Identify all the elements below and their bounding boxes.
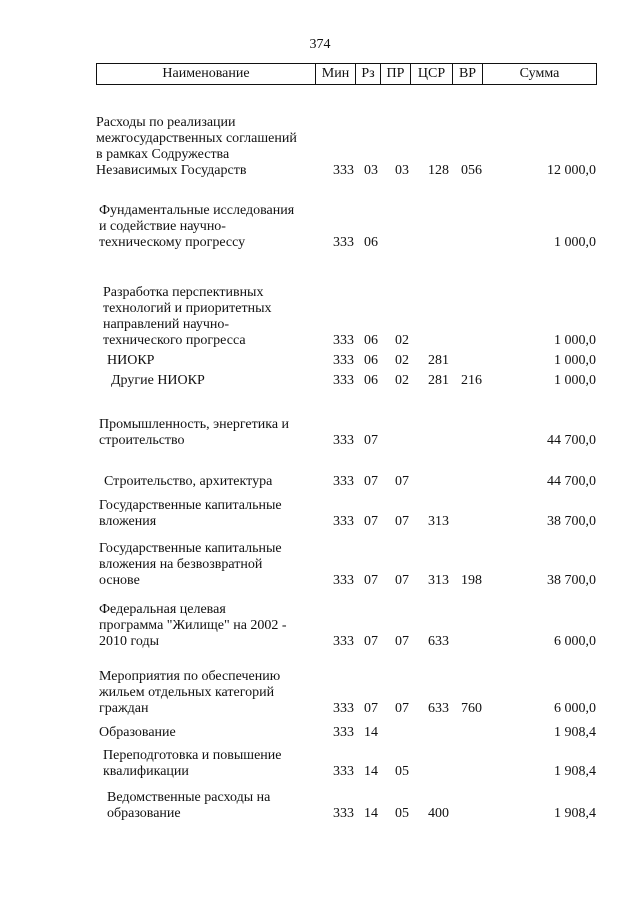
row-pr: 02	[395, 373, 409, 388]
row-sum: 6 000,0	[554, 634, 596, 649]
row-sum: 1 908,4	[554, 725, 596, 740]
row-sum: 1 000,0	[554, 235, 596, 250]
row-rz: 07	[364, 474, 378, 489]
row-rz: 14	[364, 806, 378, 821]
row-min: 333	[333, 433, 354, 448]
row-rz: 14	[364, 764, 378, 779]
row-sum: 6 000,0	[554, 701, 596, 716]
row-csr: 313	[428, 573, 449, 588]
row-csr: 281	[428, 353, 449, 368]
row-rz: 07	[364, 701, 378, 716]
row-min: 333	[333, 806, 354, 821]
row-sum: 44 700,0	[547, 433, 596, 448]
row-pr: 07	[395, 514, 409, 529]
row-vr: 056	[461, 163, 482, 178]
header-csr: ЦСР	[410, 64, 452, 84]
row-rz: 06	[364, 373, 378, 388]
header-rz: Рз	[355, 64, 380, 84]
row-pr: 05	[395, 806, 409, 821]
row-name: Другие НИОКР	[111, 373, 205, 388]
row-rz: 07	[364, 514, 378, 529]
row-min: 333	[333, 333, 354, 348]
row-pr: 03	[395, 163, 409, 178]
row-rz: 03	[364, 163, 378, 178]
row-pr: 02	[395, 333, 409, 348]
row-rz: 07	[364, 634, 378, 649]
row-name: Расходы по реализации межгосударственных соглашений в рамках Содружества Независимых Государств	[96, 115, 297, 178]
row-name: Мероприятия по обеспечению жильем отдельных категорий граждан	[99, 669, 281, 716]
page-number: 374	[309, 37, 331, 52]
header-pr: ПР	[380, 64, 410, 84]
row-csr: 281	[428, 373, 449, 388]
row-min: 333	[333, 353, 354, 368]
row-pr: 07	[395, 474, 409, 489]
row-name: Государственные капитальные вложения	[99, 498, 282, 529]
row-rz: 07	[364, 573, 378, 588]
row-csr: 128	[428, 163, 449, 178]
row-name: Фундаментальные исследования и содействие научно- техническому прогрессу	[99, 203, 295, 250]
row-name: НИОКР	[107, 353, 155, 368]
row-name: Промышленность, энергетика и строительство	[99, 417, 290, 448]
row-sum: 38 700,0	[547, 573, 596, 588]
row-name: Федеральная целевая программа "Жилище" на 2002 - 2010 годы	[99, 602, 287, 649]
row-min: 333	[333, 474, 354, 489]
header-sum: Сумма	[482, 64, 596, 84]
row-csr: 313	[428, 514, 449, 529]
row-sum: 1 000,0	[554, 373, 596, 388]
row-csr: 400	[428, 806, 449, 821]
row-name: Государственные капитальные вложения на безвозвратной основе	[99, 541, 282, 588]
row-sum: 12 000,0	[547, 163, 596, 178]
row-csr: 633	[428, 701, 449, 716]
row-name: Разработка перспективных технологий и приоритетных направлений научно- технического прогресса	[103, 285, 272, 348]
row-sum: 44 700,0	[547, 474, 596, 489]
row-name: Образование	[99, 725, 176, 740]
header-vr: ВР	[452, 64, 482, 84]
row-pr: 07	[395, 701, 409, 716]
row-csr: 633	[428, 634, 449, 649]
row-min: 333	[333, 725, 354, 740]
row-min: 333	[333, 573, 354, 588]
row-vr: 216	[461, 373, 482, 388]
header-name: Наименование	[162, 66, 250, 81]
row-pr: 07	[395, 573, 409, 588]
row-rz: 06	[364, 353, 378, 368]
row-rz: 06	[364, 235, 378, 250]
row-min: 333	[333, 235, 354, 250]
row-pr: 02	[395, 353, 409, 368]
row-sum: 1 908,4	[554, 764, 596, 779]
row-name: Ведомственные расходы на образование	[107, 790, 271, 821]
header-min: Мин	[315, 64, 355, 84]
row-rz: 07	[364, 433, 378, 448]
row-sum: 1 000,0	[554, 353, 596, 368]
row-sum: 38 700,0	[547, 514, 596, 529]
row-pr: 07	[395, 634, 409, 649]
row-vr: 760	[461, 701, 482, 716]
row-min: 333	[333, 634, 354, 649]
row-pr: 05	[395, 764, 409, 779]
row-name: Строительство, архитектура	[104, 474, 273, 489]
row-name: Переподготовка и повышение квалификации	[103, 748, 282, 779]
row-rz: 06	[364, 333, 378, 348]
row-min: 333	[333, 764, 354, 779]
row-sum: 1 908,4	[554, 806, 596, 821]
row-vr: 198	[461, 573, 482, 588]
row-sum: 1 000,0	[554, 333, 596, 348]
row-rz: 14	[364, 725, 378, 740]
row-min: 333	[333, 701, 354, 716]
row-min: 333	[333, 514, 354, 529]
row-min: 333	[333, 373, 354, 388]
row-min: 333	[333, 163, 354, 178]
